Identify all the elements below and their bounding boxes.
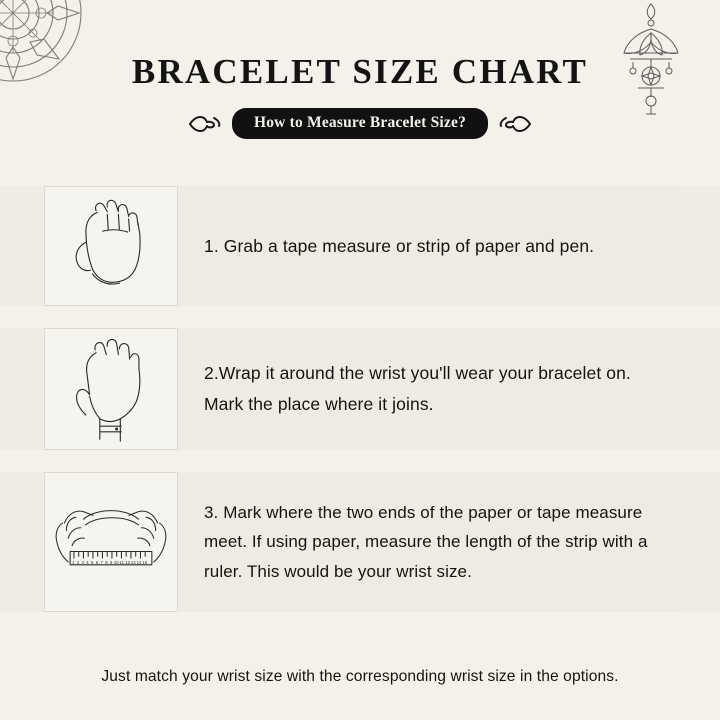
list-item <box>0 472 720 612</box>
steps-list <box>0 186 720 634</box>
list-item <box>0 186 720 306</box>
svg-text:12: 12 <box>125 559 130 565</box>
svg-text:3: 3 <box>81 559 84 565</box>
svg-text:5: 5 <box>91 559 94 565</box>
step-text: 3. Mark where the two ends of the paper or tape measure meet. If using paper, measure the length of the strip with a ruler. This would be your wrist size. <box>204 503 648 581</box>
flourish-left-icon <box>188 112 222 136</box>
svg-text:10: 10 <box>113 559 119 565</box>
list-item <box>0 328 720 450</box>
svg-text:15: 15 <box>142 559 148 565</box>
svg-text:9: 9 <box>110 559 113 565</box>
svg-text:14: 14 <box>136 559 142 565</box>
svg-text:1: 1 <box>72 559 75 565</box>
subtitle-pill: How to Measure Bracelet Size? <box>232 108 488 139</box>
svg-text:13: 13 <box>130 559 136 565</box>
svg-text:4: 4 <box>86 559 89 565</box>
flourish-right-icon <box>498 112 532 136</box>
hands-measuring-strip-with-ruler-illustration <box>44 472 178 612</box>
svg-text:7: 7 <box>100 559 103 565</box>
step-text: 1. Grab a tape measure or strip of paper and pen. <box>204 235 595 256</box>
step-text: 2.Wrap it around the wrist you'll wear your bracelet on. Mark the place where it joins. <box>204 363 631 414</box>
svg-text:11: 11 <box>119 559 124 565</box>
fist-hand-illustration <box>44 186 178 306</box>
hand-with-tape-around-wrist-illustration <box>44 328 178 450</box>
svg-text:8: 8 <box>105 559 108 565</box>
subtitle-row <box>0 108 720 139</box>
svg-text:2: 2 <box>76 559 80 565</box>
footer-note: Just match your wrist size with the corresponding wrist size in the options. <box>101 668 619 685</box>
page-title: BRACELET SIZE CHART <box>131 52 589 91</box>
svg-text:6: 6 <box>95 559 99 565</box>
